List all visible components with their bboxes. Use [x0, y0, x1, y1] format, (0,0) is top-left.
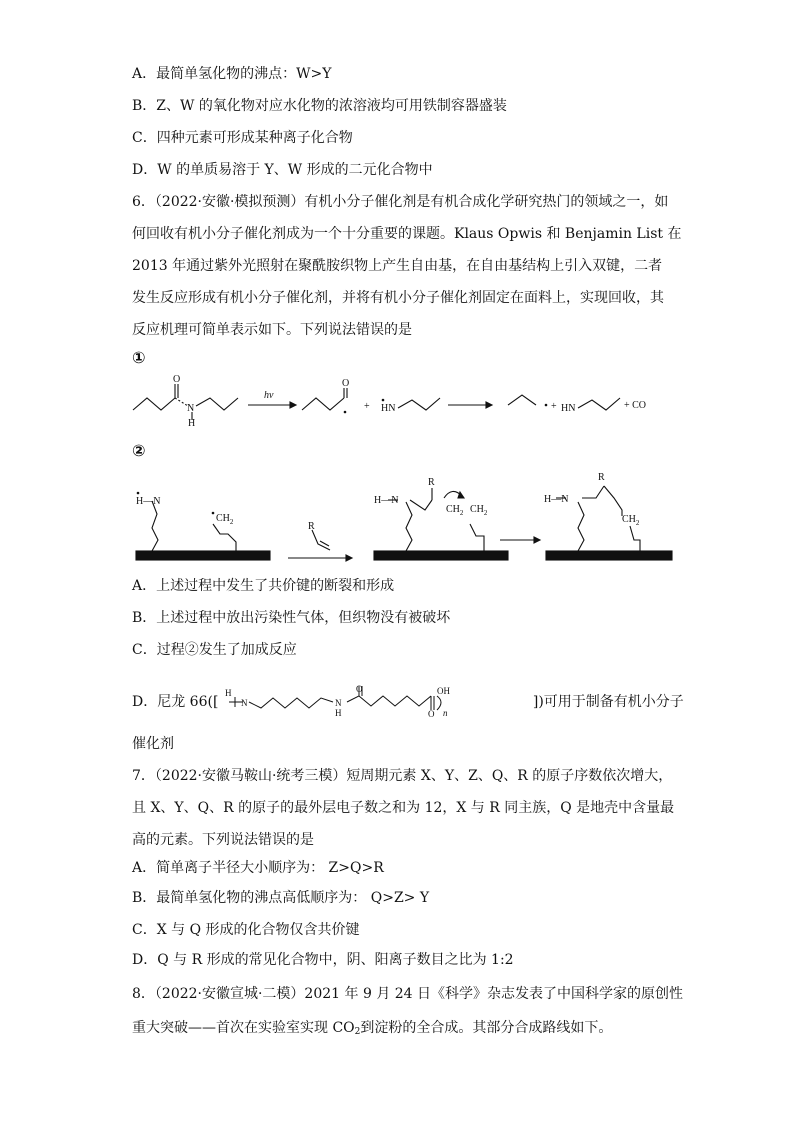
hydrogen-label: H [334, 708, 342, 718]
oxygen-label: O [173, 374, 181, 385]
r-label: R [598, 472, 605, 483]
q6-option-d [132, 684, 684, 718]
option-d-prefix: D．尼龙 66([ [132, 694, 219, 710]
hn-label: H—N [544, 494, 569, 505]
q5-option-b: B．Z、W 的氧化物对应水化物的浓溶液均可用铁制容器盛装 [132, 98, 507, 114]
nitrogen-label: N [187, 403, 195, 414]
oxygen-label: O [355, 684, 363, 694]
oxygen-label: O [427, 709, 435, 718]
q6-stem-line-2: 何回收有机小分子催化剂成为一个十分重要的课题。Klaus Opwis 和 Benjamin List 在 [132, 226, 682, 242]
option-d-suffix: ])可用于制备有机小分子 [532, 694, 684, 710]
ch2-label: $CH_2$ [216, 513, 234, 526]
oxygen-label: O [342, 378, 350, 389]
ch2-label: $CH_2$ [622, 514, 640, 527]
q5-option-c: C．四种元素可形成某种离子化合物 [132, 130, 353, 146]
hydrogen-label: H [188, 418, 196, 429]
hydroxyl-label: OH [436, 686, 450, 696]
nylon-66-structure [223, 684, 533, 718]
q6-option-a: A．上述过程中发生了共价键的断裂和形成 [132, 578, 395, 594]
r-label: R [428, 477, 435, 488]
hv-label: hv [264, 390, 274, 401]
ch2-label: $CH_2$ [470, 504, 488, 517]
step-1-marker: ① [132, 348, 146, 367]
r-label: R [308, 521, 315, 532]
q6-option-b: B．上述过程中放出污染性气体，但织物没有被破坏 [132, 610, 451, 626]
step-2-marker: ② [132, 441, 146, 460]
plus-sign: + [364, 401, 370, 412]
q8-stem-line-1: 8．（2022·安徽宣城·二模）2021 年 9 月 24 日《科学》杂志发表了中国科学家的原创性 [132, 986, 684, 1002]
hn-label: H—N [374, 495, 399, 506]
q6-stem-line-5: 反应机理可简单表示如下。下列说法错误的是 [132, 322, 412, 338]
q5-option-d: D．W 的单质易溶于 Y、W 形成的二元化合物中 [132, 162, 433, 178]
q7-option-a: A．简单离子半径大小顺序为： Z>Q>R [132, 860, 384, 876]
q7-stem-line-2: 且 X、Y、Q、R 的原子的最外层电子数之和为 12，X 与 R 同主族，Q 是地壳中含量最 [132, 800, 675, 816]
nitrogen-label: N [334, 698, 342, 708]
hn-label: HN [381, 403, 396, 414]
ch2-label: $CH_2$ [446, 504, 464, 517]
q6-stem-line-1: 6．（2022·安徽·模拟预测）有机小分子催化剂是有机合成化学研究热门的领域之一，如 [132, 194, 669, 210]
q6-stem-line-3: 2013 年通过紫外光照射在聚酰胺织物上产生自由基，在自由基结构上引入双键，二者 [132, 258, 663, 274]
plus-sign: + [551, 401, 557, 412]
q8-stem-line-2-post: 到淀粉的全合成。其部分合成路线如下。 [360, 1020, 613, 1036]
q8-stem-line-2-pre: 重大突破——首次在实验室实现 CO [132, 1020, 355, 1036]
nitrogen-label: N [240, 698, 248, 708]
q6-option-c: C．过程②发生了加成反应 [132, 642, 297, 658]
q7-stem-line-1: 7．（2022·安徽马鞍山·统考三模）短周期元素 X、Y、Z、Q、R 的原子序数依次增大， [132, 768, 673, 784]
q7-stem-line-3: 高的元素。下列说法错误的是 [132, 832, 314, 848]
co2-subscript: 2 [354, 1027, 361, 1037]
q6-option-d-continued: 催化剂 [132, 736, 174, 752]
q6-stem-line-4: 发生反应形成有机小分子催化剂，并将有机小分子催化剂固定在面料上，实现回收，其 [132, 290, 664, 306]
hydrogen-label: H [224, 688, 232, 698]
q7-option-b: B．最简单氢化物的沸点高低顺序为： Q>Z> Y [132, 890, 430, 906]
degree-n-label: n [442, 708, 448, 718]
q8-stem-line-2 [132, 1018, 612, 1042]
hn-label: H—N [136, 496, 161, 507]
q5-option-a: A．最简单氢化物的沸点：W>Y [132, 66, 332, 82]
q7-option-c: C．X 与 Q 形成的化合物仅含共价键 [132, 922, 360, 938]
plus-co-label: + CO [624, 400, 647, 411]
hn-label: HN [561, 403, 576, 414]
q7-option-d: D．Q 与 R 形成的常见化合物中，阴、阳离子数目之比为 1:2 [132, 952, 514, 968]
